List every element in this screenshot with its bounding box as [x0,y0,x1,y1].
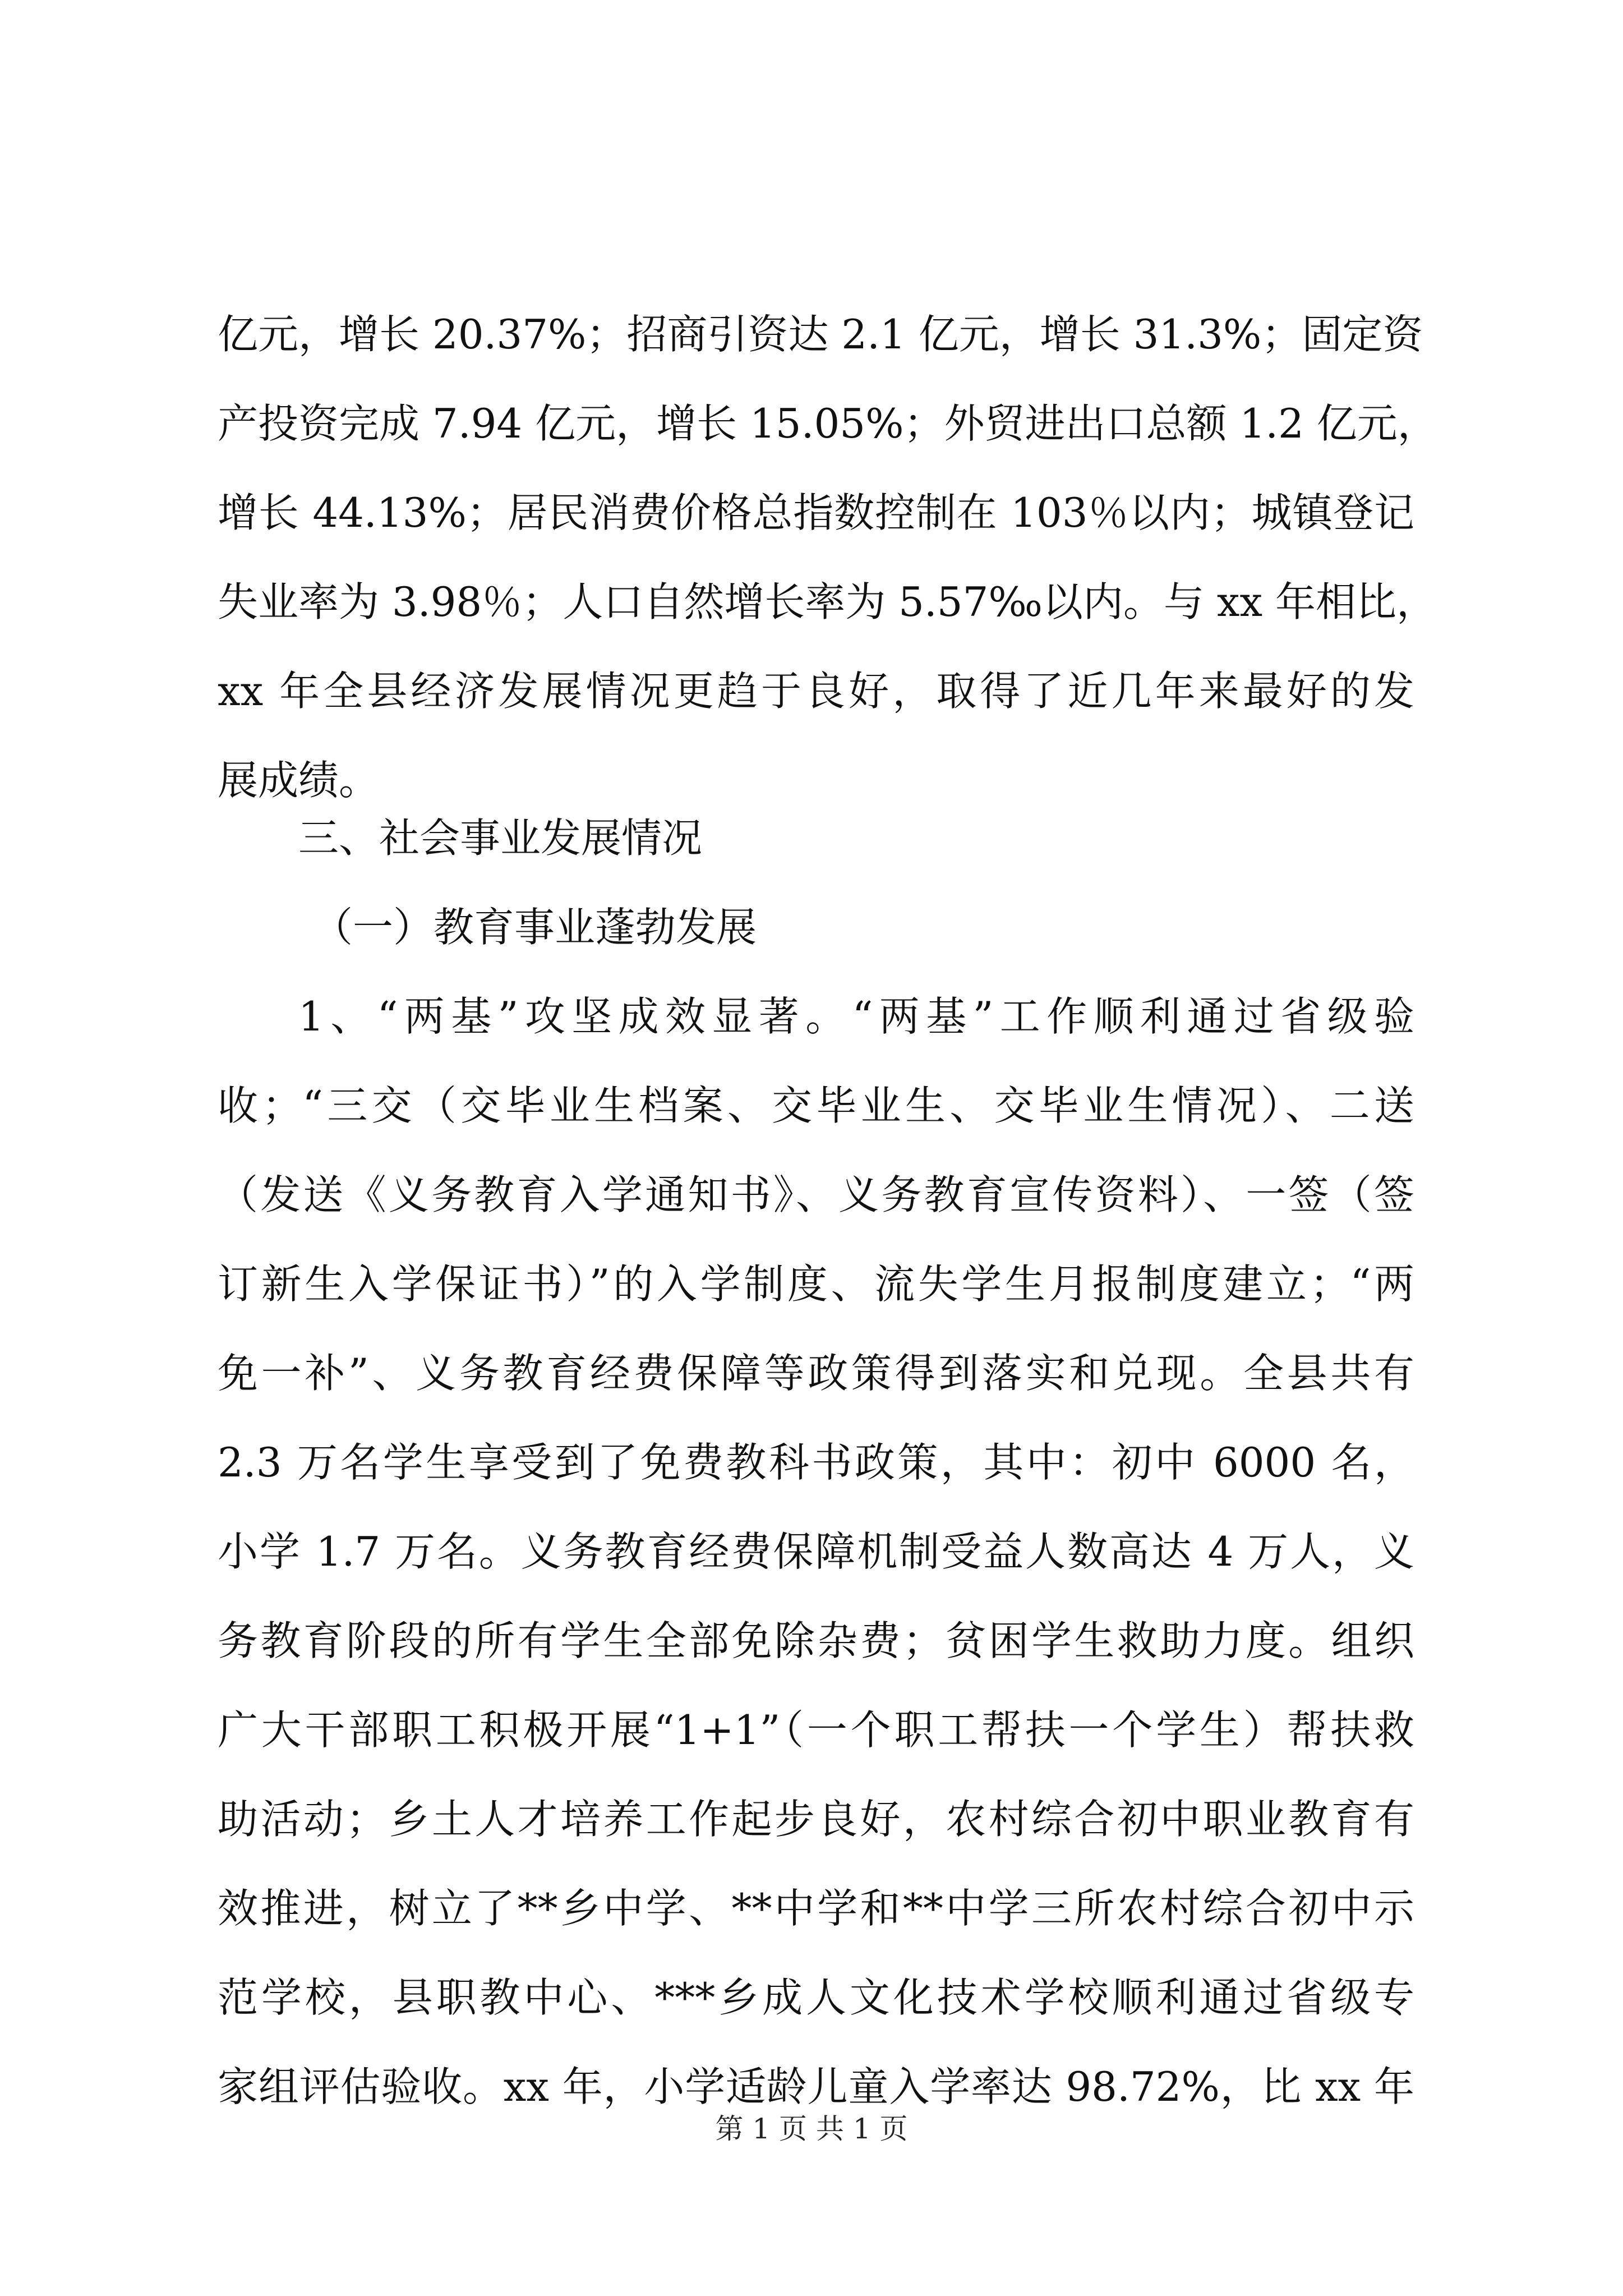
text-line: 务教育阶段的所有学生全部免除杂费；贫困学生救助力度。组织 [218,1617,1414,1664]
text-line: 免一补”、义务教育经费保障等政策得到落实和兑现。全县共有 [218,1350,1414,1397]
text-line: 效推进，树立了**乡中学、**中学和**中学三所农村综合初中示 [218,1885,1414,1932]
text-line: 亿元，增长 20.37%；招商引资达 2.1 亿元，增长 31.3%；固定资 [218,311,1423,358]
text-line: 收；“三交（交毕业生档案、交毕业生、交毕业生情况）、二送 [218,1082,1414,1129]
text-line: 小学 1.7 万名。义务教育经费保障机制受益人数高达 4 万人，义 [218,1528,1414,1575]
page-number-footer: 第 1 页 共 1 页 [715,2113,908,2145]
text-line: 展成绩。 [218,757,380,804]
text-line: （发送《义务教育入学通知书》、义务教育宣传资料）、一签（签 [218,1171,1414,1218]
text-line: 失业率为 3.98％；人口自然增长率为 5.57‰以内。与 xx 年相比， [218,578,1437,625]
text-line: 范学校，县职教中心、***乡成人文化技术学校顺利通过省级专 [218,1974,1414,2021]
text-line: 2.3 万名学生享受到了免费教科书政策，其中：初中 6000 名， [218,1439,1414,1486]
text-line: 增长 44.13%；居民消费价格总指数控制在 103％以内；城镇登记 [218,489,1414,536]
text-line: 订新生入学保证书）”的入学制度、流失学生月报制度建立；“两 [218,1260,1414,1308]
text-line: xx 年全县经济发展情况更趋于良好，取得了近几年来最好的发 [218,668,1414,715]
text-line: 产投资完成 7.94 亿元，增长 15.05%；外贸进出口总额 1.2 亿元， [218,400,1438,447]
section-heading: 三、社会事业发展情况 [298,815,703,862]
subsection-heading: （一）教育事业蓬勃发展 [312,904,757,951]
text-line: 助活动；乡土人才培养工作起步良好，农村综合初中职业教育有 [218,1796,1414,1843]
text-line: 广大干部职工积极开展“1+1”（一个职工帮扶一个学生）帮扶救 [218,1706,1414,1754]
text-line: 家组评估验收。xx 年，小学适龄儿童入学率达 98.72%，比 xx 年 [218,2063,1414,2110]
text-line: 1、“两基”攻坚成效显著。“两基”工作顺利通过省级验 [298,993,1414,1040]
